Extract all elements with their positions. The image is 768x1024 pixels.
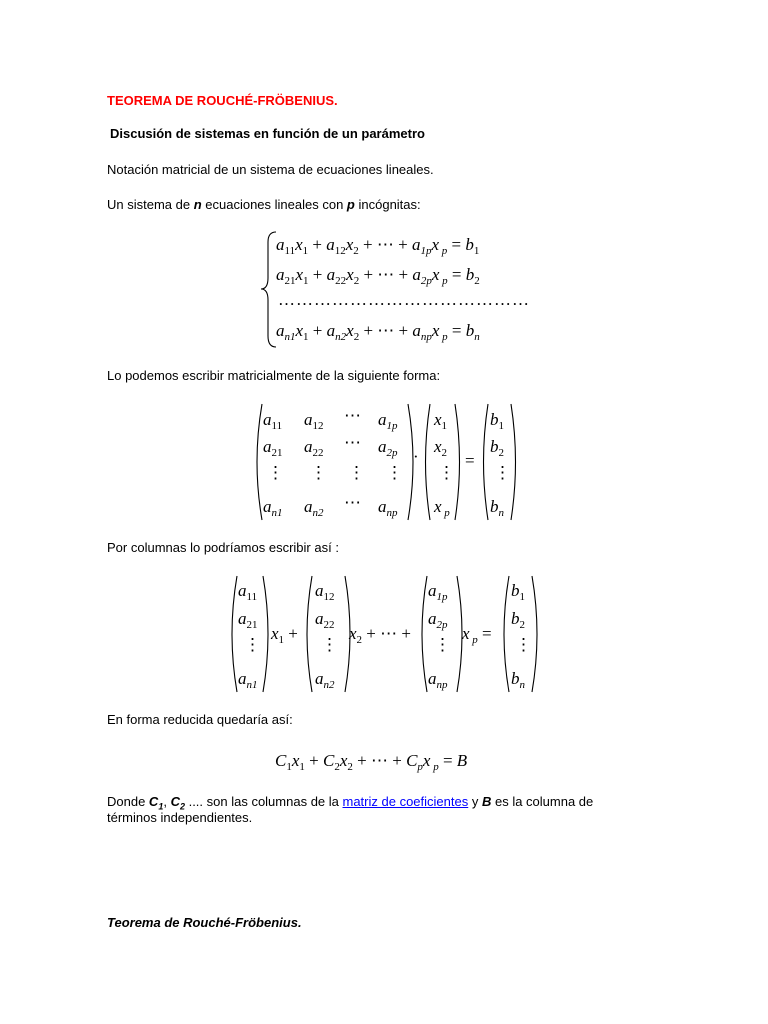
svg-text:⋯: ⋯ (344, 433, 361, 452)
svg-text:x1 +: $x_1$ + (271, 624, 298, 646)
link-matriz-de-coeficientes[interactable]: matriz de coeficientes (342, 794, 469, 809)
svg-text:a2p: $a_{2p}$ (428, 609, 448, 631)
svg-text:x2: $x_2$ (434, 437, 448, 459)
svg-text:anp: $a_{np}$ (378, 497, 398, 519)
svg-text:a1p: $a_{1p}$ (428, 581, 448, 603)
text-segment: ecuaciones lineales con (201, 197, 347, 212)
text-segment: .... son las columnas de la (184, 794, 343, 809)
svg-text:⋮: ⋮ (494, 463, 511, 482)
svg-text:=: = (465, 451, 475, 470)
svg-text:a22: $a_{22}$ (315, 609, 335, 631)
text-segment: Un sistema de (107, 197, 194, 212)
paragraph-reduced: En forma reducida quedaría así: (107, 712, 293, 727)
svg-text:bn: $b_n$ (490, 497, 504, 519)
svg-text:an1: $a_{n1}$ (238, 669, 258, 691)
svg-text:a21: $a_{21}$ (263, 437, 283, 459)
svg-text:a11: $a_{11}$ (263, 410, 283, 432)
svg-text:a12: $a_{12}$ (315, 581, 335, 603)
svg-text:bn: $b_n$ (511, 669, 525, 691)
text-segment: es la columna de (491, 794, 594, 809)
paragraph-donde-line2: términos independientes. (107, 810, 253, 825)
svg-text:……………………………………: …………………………………… (278, 290, 530, 309)
svg-text:x1: $x_1$ (434, 410, 448, 432)
svg-text:⋮: ⋮ (310, 463, 327, 482)
svg-text:C1x1 + C2x2 + ⋯ + Cpx p = B: $C_1x_1 + C_2x_2$ + ⋯ + $C_px$ $_p$ = B (275, 751, 468, 773)
subscript-1: 1 (158, 801, 164, 812)
svg-text:⋮: ⋮ (438, 463, 455, 482)
svg-text:⋮: ⋮ (434, 635, 451, 654)
svg-text:a12: $a_{12}$ (304, 410, 324, 432)
variable-n: n (193, 197, 202, 212)
svg-text:an1x1 + an2x2 + ⋯ + anpx p = b: $a_{n1}x_1 + a_{n2}x_2$ + ⋯ + $a_{np}x$ $_p = b_n$ (276, 321, 480, 343)
svg-text:a22: $a_{22}$ (304, 437, 324, 459)
subscript-2: 2 (179, 801, 185, 812)
variable-c1 (148, 794, 164, 812)
svg-text:⋯: ⋯ (344, 406, 361, 425)
svg-text:a11: $a_{11}$ (238, 581, 258, 603)
section-title-theorem: Teorema de Rouché-Fröbenius. (107, 915, 302, 930)
svg-text:an1: $a_{n1}$ (263, 497, 283, 519)
text-segment: incógnitas: (354, 197, 421, 212)
svg-text:b2: $b_2$ (490, 437, 504, 459)
svg-text:⋮: ⋮ (244, 635, 261, 654)
paragraph-columns: Por columnas lo podríamos escribir así : (107, 540, 339, 555)
text-segment: , (163, 794, 171, 809)
section-subtitle: Discusión de sistemas en función de un parámetro (110, 126, 425, 141)
page-title: TEOREMA DE ROUCHÉ-FRÖBENIUS. (107, 93, 338, 108)
svg-text:x p: x $_p$ (434, 497, 450, 519)
text-segment: y (468, 794, 482, 809)
variable-c-letter: C (148, 794, 159, 809)
svg-text:a2p: $a_{2p}$ (378, 437, 398, 459)
svg-text:⋮: ⋮ (386, 463, 403, 482)
svg-text:x p =: x $_p$ = (462, 624, 492, 646)
text-segment: Donde (107, 794, 149, 809)
svg-text:⋮: ⋮ (348, 463, 365, 482)
svg-text:⋯: ⋯ (344, 493, 361, 512)
svg-text:⋮: ⋮ (321, 635, 338, 654)
svg-text:a1p: $a_{1p}$ (378, 410, 398, 432)
svg-text:⋮: ⋮ (267, 463, 284, 482)
svg-text:a21: $a_{21}$ (238, 609, 258, 631)
variable-c2 (170, 794, 185, 812)
paragraph-notation: Notación matricial de un sistema de ecuaciones lineales. (107, 162, 434, 177)
svg-text:anp: $a_{np}$ (428, 669, 448, 691)
svg-text:a11x1 + a12x2 + ⋯ + a1px p = b: $a_{11}x_1 + a_{12}x_2$ + ⋯ + $a_{1p}x$ $_p = b_1$ (276, 235, 480, 257)
variable-c-letter: C (170, 794, 180, 809)
paragraph-matrix-form: Lo podemos escribir matricialmente de la siguiente forma: (107, 368, 441, 383)
svg-text:b1: $b_1$ (490, 410, 504, 432)
svg-text:b1: $b_1$ (511, 581, 525, 603)
svg-text:an2: $a_{n2}$ (304, 497, 324, 519)
svg-text:an2: $a_{n2}$ (315, 669, 335, 691)
svg-text:·: · (413, 447, 419, 466)
svg-text:a21x1 + a22x2 + ⋯ + a2px p = b: $a_{21}x_1 + a_{22}x_2$ + ⋯ + $a_{2p}x$ $_p = b_2$ (276, 265, 480, 287)
svg-text:x2 + ⋯ +: $x_2$ + ⋯ + (349, 624, 411, 646)
variable-p: p (346, 197, 355, 212)
variable-b: B (481, 794, 492, 809)
svg-text:b2: $b_2$ (511, 609, 525, 631)
svg-text:⋮: ⋮ (515, 635, 532, 654)
